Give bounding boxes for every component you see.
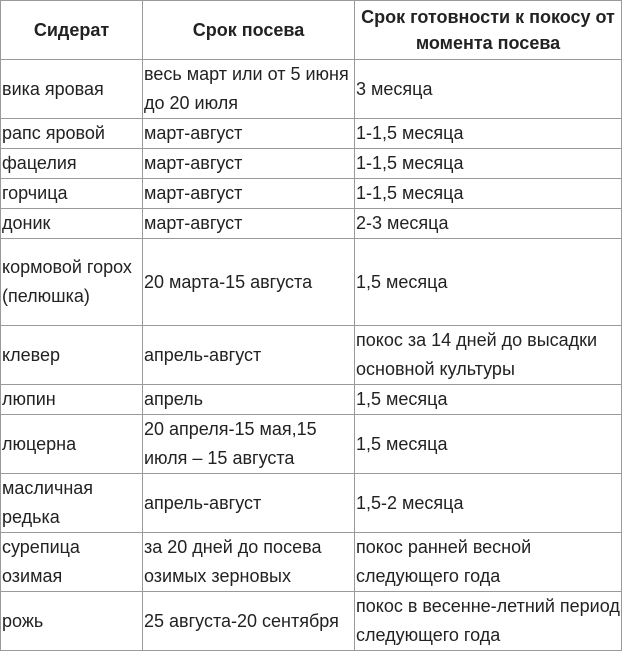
table-row [1,209,622,239]
table-row [1,533,622,592]
cell-siderat: сурепица озимая [1,533,143,592]
cell-mowing-readiness: покос в весенне-летний период следующего года [355,592,622,651]
cell-siderat: рожь [1,592,143,651]
header-sowing-period: Срок посева [143,1,355,60]
cell-siderat: фацелия [1,149,143,179]
cell-mowing-readiness: 1-1,5 месяца [355,179,622,209]
header-siderat: Сидерат [1,1,143,60]
header-row [1,1,622,60]
cell-sowing-period: март-август [143,179,355,209]
header-mowing-readiness: Срок готовности к покосу от момента посева [355,1,622,60]
cell-sowing-period: март-август [143,149,355,179]
cell-mowing-readiness: покос за 14 дней до высадки основной культуры [355,326,622,385]
table-row [1,385,622,415]
cell-sowing-period: апрель [143,385,355,415]
cell-siderat: люцерна [1,415,143,474]
cell-mowing-readiness: 1,5 месяца [355,239,622,326]
cell-mowing-readiness: 3 месяца [355,60,622,119]
cell-siderat: горчица [1,179,143,209]
cell-siderat: кормовой горох (пелюшка) [1,239,143,326]
table-row [1,179,622,209]
cell-sowing-period: 20 марта-15 августа [143,239,355,326]
cell-sowing-period: апрель-август [143,474,355,533]
cell-sowing-period: весь март или от 5 июня до 20 июля [143,60,355,119]
table-row [1,60,622,119]
cell-sowing-period: 25 августа-20 сентября [143,592,355,651]
cell-sowing-period: март-август [143,209,355,239]
cell-sowing-period: 20 апреля-15 мая,15 июля – 15 августа [143,415,355,474]
cell-sowing-period: за 20 дней до посева озимых зерновых [143,533,355,592]
table-row [1,326,622,385]
cell-siderat: вика яровая [1,60,143,119]
cell-mowing-readiness: 1,5 месяца [355,415,622,474]
table-row [1,239,622,326]
table-row [1,592,622,651]
cell-siderat: масличная редька [1,474,143,533]
cell-mowing-readiness: 2-3 месяца [355,209,622,239]
cell-siderat: клевер [1,326,143,385]
cell-siderat: рапс яровой [1,119,143,149]
cell-mowing-readiness: 1-1,5 месяца [355,149,622,179]
cell-mowing-readiness: 1,5-2 месяца [355,474,622,533]
cell-siderat: доник [1,209,143,239]
cell-mowing-readiness: 1-1,5 месяца [355,119,622,149]
table-row [1,474,622,533]
cell-sowing-period: апрель-август [143,326,355,385]
cell-mowing-readiness: 1,5 месяца [355,385,622,415]
table-row [1,119,622,149]
cell-siderat: люпин [1,385,143,415]
cell-sowing-period: март-август [143,119,355,149]
table-row [1,415,622,474]
cell-mowing-readiness: покос ранней весной следующего года [355,533,622,592]
table-row [1,149,622,179]
